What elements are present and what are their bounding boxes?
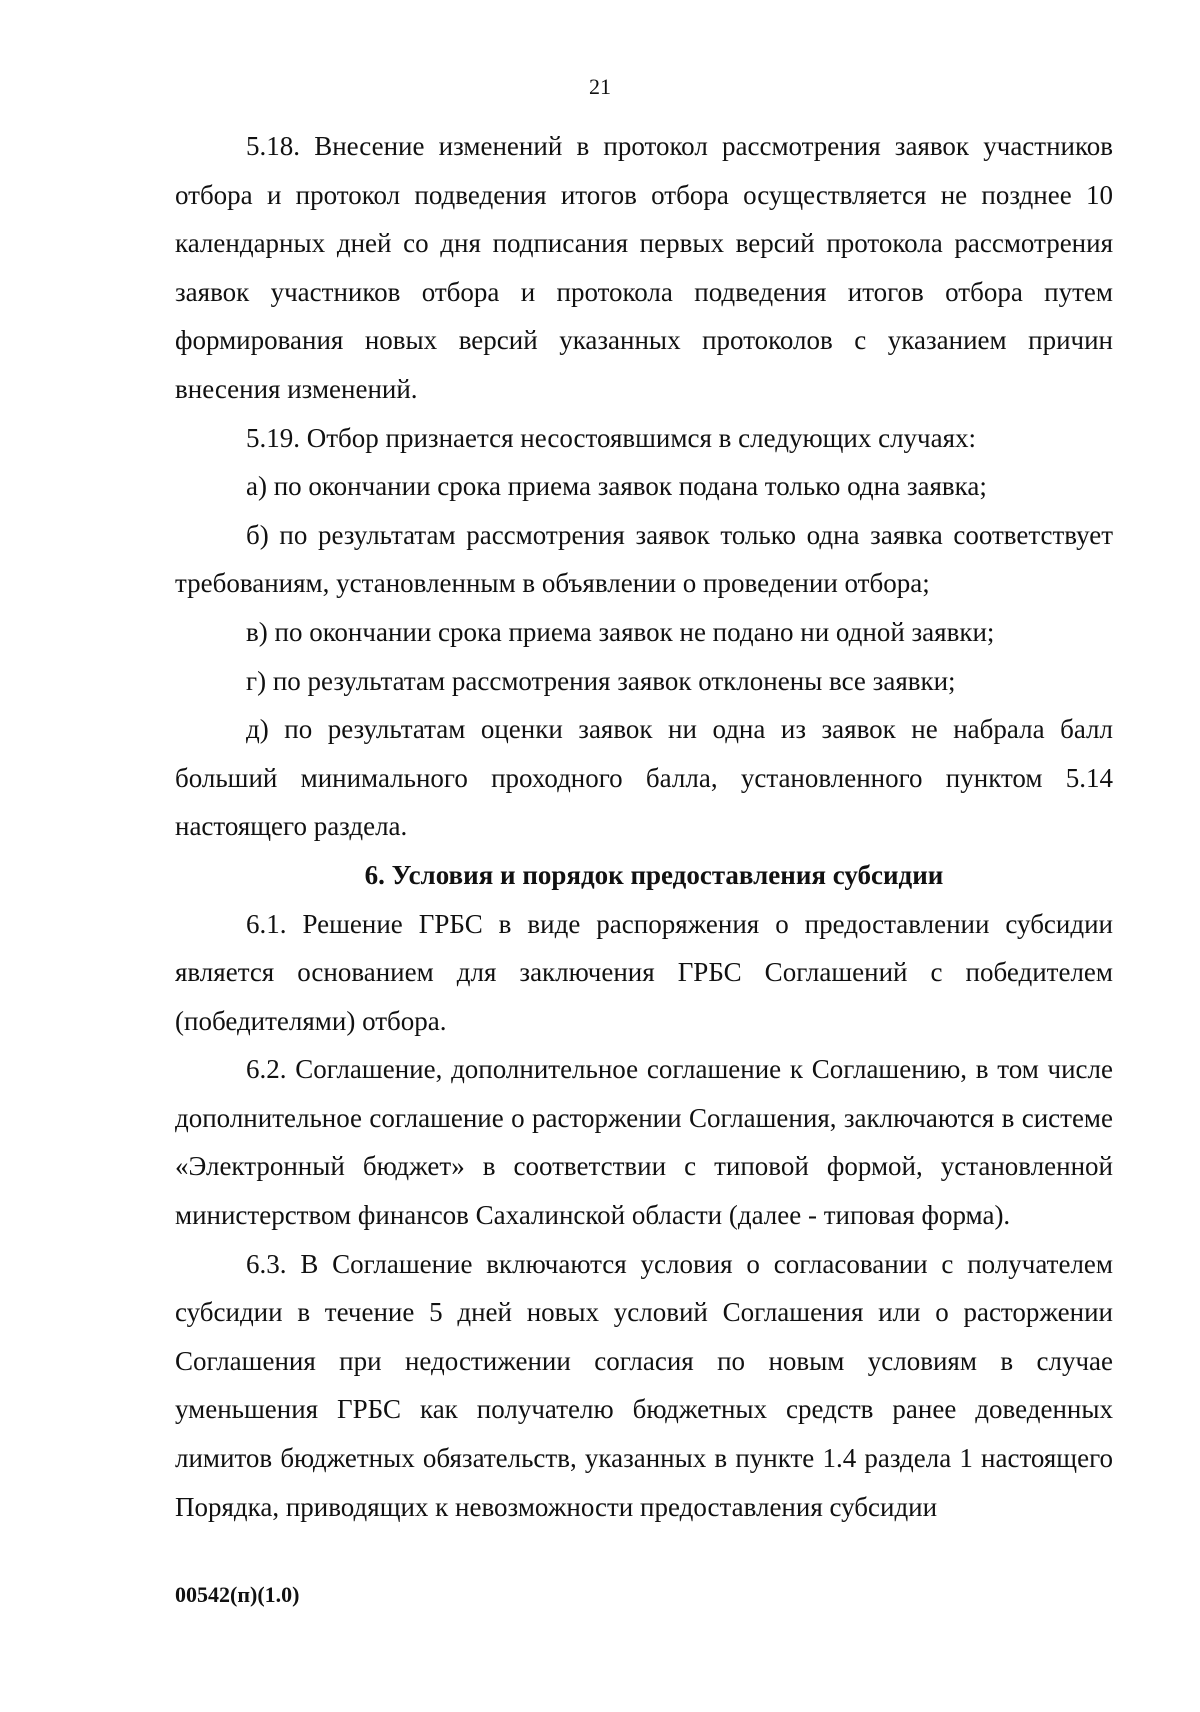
paragraph-6-3: 6.3. В Соглашение включаются условия о согласовании с получателем субсидии в течение 5 дней новых условий Соглашения или о расторжении Соглашения при недостижении согласия по новым условиям в случае уменьшения ГРБС как получателю бюджетных средств ранее доведенных лимитов бюджетных обязательств, указанных в пункте 1.4 раздела 1 настоящего Порядка, приводящих к невозможности предоставления субсидии [175, 1248, 1113, 1522]
document-body [175, 122, 1113, 1531]
paragraph-5-19: 5.19. Отбор признается несостоявшимся в следующих случаях: [246, 422, 977, 453]
list-item-g: г) по результатам рассмотрения заявок отклонены все заявки; [246, 665, 956, 696]
list-item-a: а) по окончании срока приема заявок подана только одна заявка; [246, 471, 987, 502]
section-heading: 6. Условия и порядок предоставления субсидии [364, 859, 944, 890]
list-item-b: б) по результатам рассмотрения заявок только одна заявка соответствует требованиям, установленным в объявлении о проведении отбора; [175, 519, 1113, 599]
list-item-d: д) по результатам оценки заявок ни одна из заявок не набрала балл больший минимального проходного балла, установленного пунктом 5.14 настоящего раздела. [175, 714, 1113, 842]
paragraph-5-18: 5.18. Внесение изменений в протокол рассмотрения заявок участников отбора и протокол подведения итогов отбора осуществляется не позднее 10 календарных дней со дня подписания первых версий протокола рассмотрения заявок участников отбора и протокола подведения итогов отбора путем формирования новых версий указанных протоколов с указанием причин внесения изменений. [175, 131, 1113, 404]
page-number: 21 [589, 74, 611, 99]
list-item-v: в) по окончании срока приема заявок не подано ни одной заявки; [246, 616, 995, 647]
paragraph-6-2: 6.2. Соглашение, дополнительное соглашение к Соглашению, в том числе дополнительное соглашение о расторжении Соглашения, заключаются в системе «Электронный бюджет» в соответствии с типовой формой, установленной министерством финансов Сахалинской области (далее - типовая форма). [175, 1054, 1113, 1231]
document-code: 00542(п)(1.0) [175, 1582, 300, 1607]
paragraph-6-1: 6.1. Решение ГРБС в виде распоряжения о предоставлении субсидии является основанием для заключения ГРБС Соглашений с победителем (победителями) отбора. [175, 908, 1113, 1036]
